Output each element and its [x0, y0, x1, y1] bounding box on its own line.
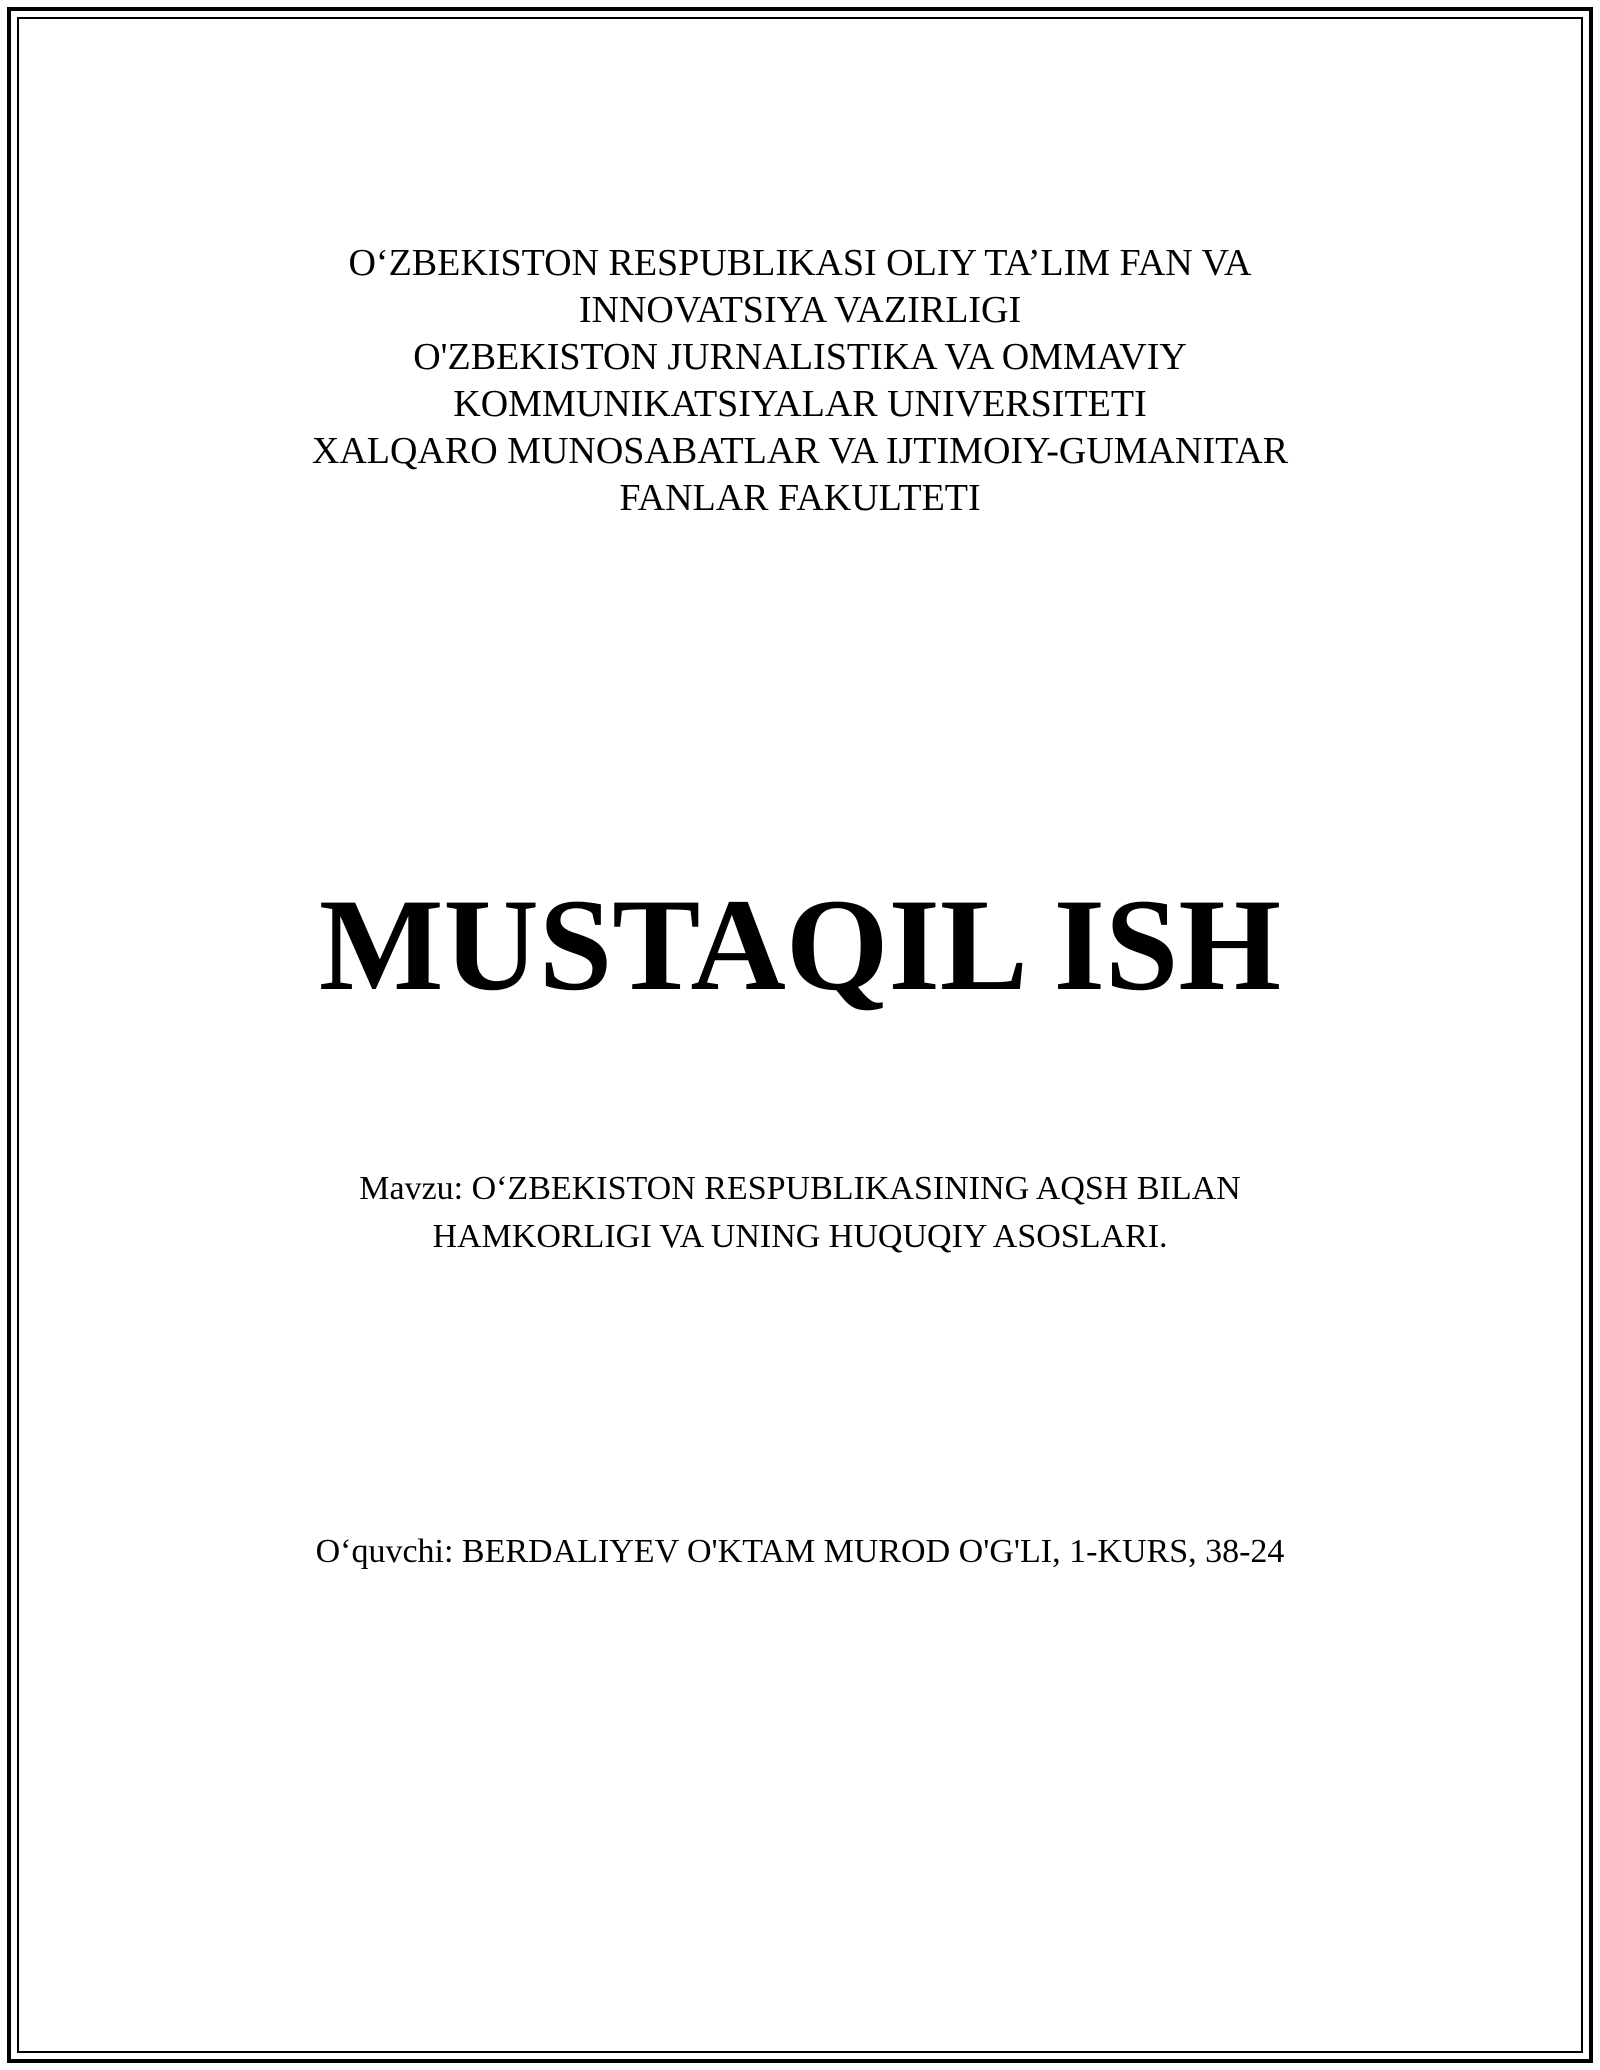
student-info: O‘quvchi: BERDALIYEV O'KTAM MUROD O'G'LI, 1-KURS, 38-24 — [315, 1533, 1285, 1570]
university-line-2: KOMMUNIKATSIYALAR UNIVERSITETI — [453, 383, 1147, 425]
document-title: MUSTAQIL ISH — [318, 871, 1282, 1018]
faculty-line-2: FANLAR FAKULTETI — [619, 477, 981, 519]
institution-header — [0, 240, 1600, 522]
topic-line-1: Mavzu: O‘ZBEKISTON RESPUBLIKASINING AQSH BILAN — [359, 1170, 1241, 1207]
topic-line-2: HAMKORLIGI VA UNING HUQUQIY ASOSLARI. — [432, 1218, 1168, 1255]
ministry-line-2: INNOVATSIYA VAZIRLIGI — [578, 289, 1022, 331]
university-line-1: O'ZBEKISTON JURNALISTIKA VA OMMAVIY — [413, 336, 1187, 378]
faculty-line-1: XALQARO MUNOSABATLAR VA IJTIMOIY-GUMANITAR — [311, 430, 1289, 472]
ministry-line-1: O‘ZBEKISTON RESPUBLIKASI OLIY TA’LIM FAN VA — [348, 242, 1252, 284]
topic-block — [0, 1165, 1600, 1261]
